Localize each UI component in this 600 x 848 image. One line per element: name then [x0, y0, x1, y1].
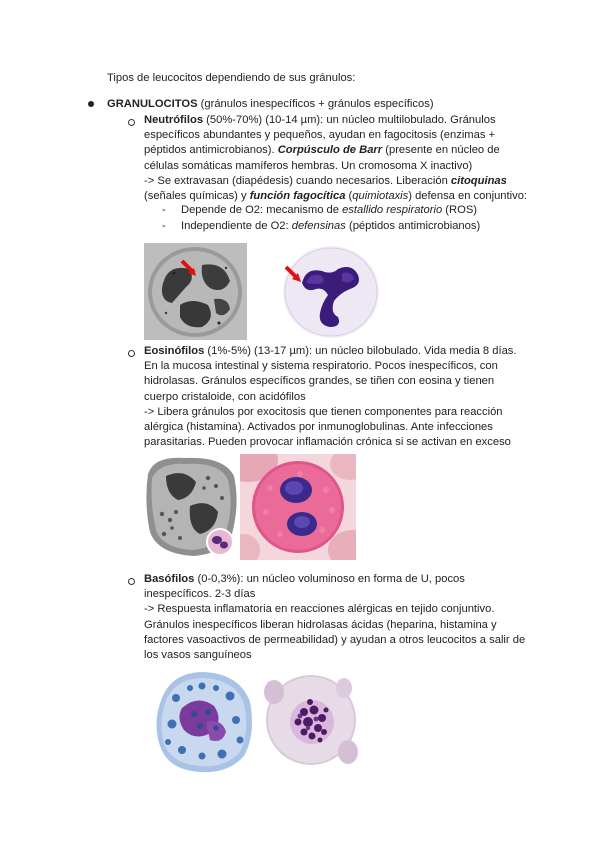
basofilos-paragraph [144, 572, 525, 663]
granulocitos-desc: (gránulos inespecíficos + gránulos específicos) [197, 98, 434, 110]
basofilo-frotis-image [264, 672, 358, 768]
bullet-neutrofilos [128, 119, 135, 126]
eosinofilos-line6: alérgica (histamina). Activados por inmunoglobulinas. Ante infecciones [144, 421, 493, 434]
dash-1: - [162, 204, 166, 216]
eosinofilo-frotis-image [240, 454, 356, 560]
corpusculo-barr: Corpúsculo de Barr [277, 144, 383, 157]
bullet-basofilos [128, 578, 135, 585]
eosinofilos-paragraph [144, 344, 517, 450]
neutrofilo-micrografia-image [144, 243, 247, 340]
basofilos-line6: los vasos sanguíneos [144, 649, 252, 662]
quimiotaxis-term: quimiotaxis [352, 190, 409, 203]
page-title: Tipos de leucocitos dependiendo de sus gránulos: [107, 72, 356, 84]
sub1-text: Depende de O2: mecanismo de [181, 204, 343, 216]
eosinofilos-line5: -> Libera gránulos por exocitosis que tienen componentes para reacción [144, 405, 503, 418]
estallido-term: estallido respiratorio [342, 204, 443, 216]
neutrofilos-line2: específicos abundantes y pequeños, ayudan en fagocitosis (enzimas + [144, 129, 496, 142]
bullet-granulocitos [88, 101, 94, 107]
eosinofilos-line4: cuerpo cristaloide, con acidófilos [144, 390, 306, 403]
granulocitos-heading [107, 97, 434, 112]
bullet-eosinofilos [128, 350, 135, 357]
neutrofilos-line3a: péptidos antimicrobianos). [144, 144, 278, 157]
citoquinas-term: citoquinas [450, 174, 507, 187]
sub2-peptidos: (péptidos antimicrobianos) [345, 220, 481, 232]
defensinas-term: defensinas [291, 220, 346, 232]
basofilos-line4: Gránulos inespecíficos liberan hidrolasas ácidas (heparina, histamina y [144, 618, 497, 631]
neutrofilos-name: Neutrófilos [144, 114, 204, 126]
sub1-ros: (ROS) [442, 204, 478, 216]
dash-2: - [162, 220, 166, 232]
eosinofilos-line1: (1%-5%) (13-17 µm): un núcleo bilobulado. Vida media 8 días. [204, 345, 517, 357]
neutrofilo-frotis-image [276, 241, 382, 341]
funcion-fagocitica-term: función fagocítica [249, 190, 346, 203]
granulocitos-label: GRANULOCITOS [107, 98, 198, 110]
basofilos-line3: -> Respuesta inflamatoria en reacciones alérgicas en tejido conjuntivo. [144, 603, 495, 616]
neutrofilos-paragraph [144, 113, 527, 204]
basofilos-name: Basófilos [144, 573, 195, 585]
neutrofilos-sub1 [181, 204, 477, 216]
eosinofilos-line7: parasitarias. Pueden provocar inflamación crónica si se activan en exceso [144, 436, 511, 449]
basofilos-line1: (0-0,3%): un núcleo voluminoso en forma de U, pocos [194, 573, 465, 585]
neutrofilos-line1: (50%-70%) (10-14 µm): un núcleo multilobulado. Gránulos [203, 114, 496, 126]
neutrofilos-line6b: ( [345, 190, 353, 203]
neutrofilos-line6a: (señales químicas) y [144, 190, 250, 203]
basofilos-line2: inespecíficos. 2-3 días [144, 588, 256, 601]
sub2-text: Independiente de O2: [181, 220, 292, 232]
neutrofilos-line5a: -> Se extravasan (diapédesis) cuando necesarios. Liberación [144, 174, 451, 187]
basofilos-line5: factores vasoactivos de permeabilidad) y ayudan a otros leucocitos a salir de [144, 633, 526, 646]
eosinofilo-micrografia-image [144, 454, 240, 560]
eosinofilos-line3: hidrolasas. Gránulos específicos grandes, se tiñen con eosina y tienen [144, 375, 495, 388]
neutrofilos-line3b: (presente en núcleo de [382, 144, 500, 157]
eosinofilos-line2: En la mucosa intestinal y sistema respiratorio. Pocos inespecíficos, con [144, 360, 498, 373]
neutrofilos-sub2 [181, 220, 480, 232]
eosinofilos-name: Eosinófilos [144, 345, 205, 357]
neutrofilos-line6c: ) defensa en conjuntivo: [408, 190, 528, 203]
basofilo-ilustracion-image [152, 668, 256, 776]
neutrofilos-line4: células somáticas mamíferos hembras. Un cromosoma X inactivo) [144, 159, 473, 172]
